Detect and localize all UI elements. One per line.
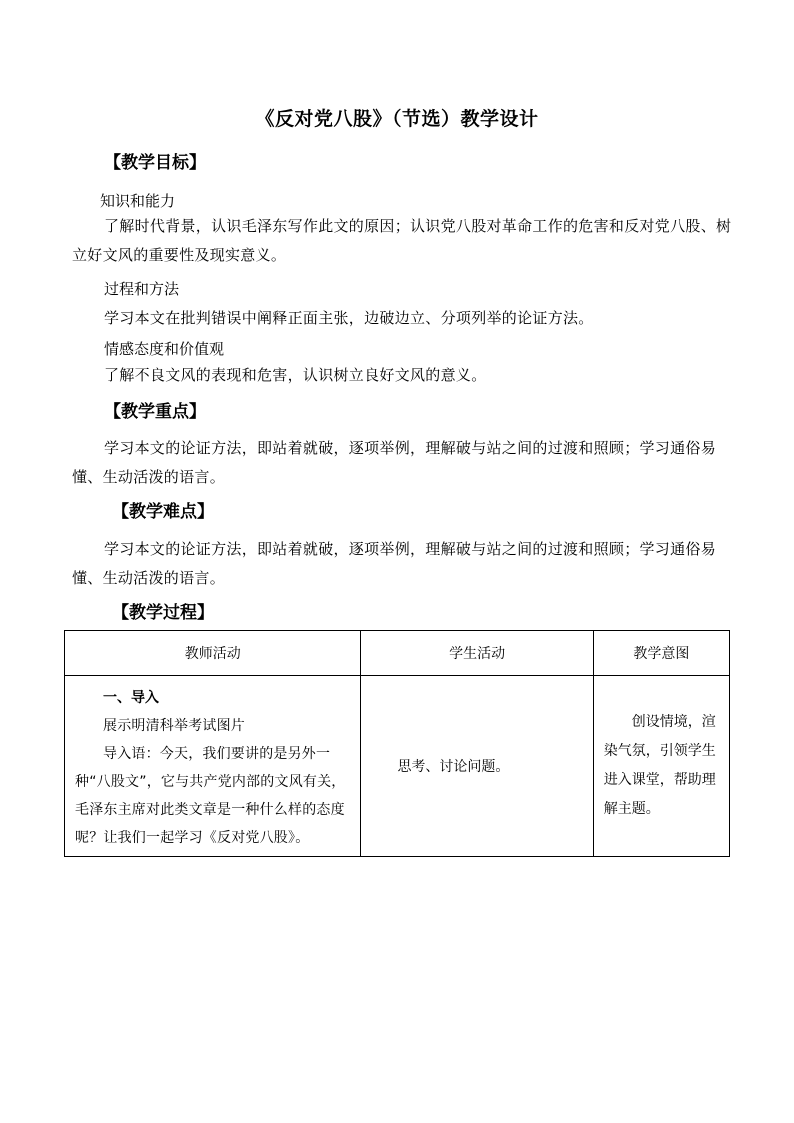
teacher-line: 导入语：今天，我们要讲的是另外一种“八股文”，它与共产党内部的文风有关，毛泽东主席对此类文章是一种什么样的态度呢？让我们一起学习《反对党八股》。: [75, 746, 346, 846]
process-heading: 【教学过程】: [112, 603, 214, 623]
student-activity-cell: 思考、讨论问题。: [361, 676, 593, 857]
emotion-text: 了解不良文风的表现和危害，认识树立良好文风的意义。: [104, 366, 487, 384]
teacher-activity-cell: [65, 676, 361, 857]
process-table: [64, 630, 730, 857]
key-points-heading: 【教学重点】: [104, 402, 206, 422]
teacher-line: 展示明清科举考试图片: [103, 718, 245, 734]
difficulties-text: 学习本文的论证方法，即站着就破，逐项举例，理解破与站之间的过渡和照顾；学习通俗易懂、生动活泼的语言。: [72, 540, 717, 587]
knowledge-label: 知识和能力: [100, 192, 176, 210]
difficulties-heading: 【教学难点】: [112, 502, 214, 522]
page-title: 《反对党八股》（节选）教学设计: [255, 108, 539, 130]
table-row: [65, 676, 730, 857]
column-header-intent: 教学意图: [593, 631, 729, 676]
objectives-heading: 【教学目标】: [104, 153, 206, 173]
emotion-label: 情感态度和价值观: [104, 340, 225, 358]
column-header-student: 学生活动: [361, 631, 593, 676]
column-header-teacher: 教师活动: [65, 631, 361, 676]
key-points-text: 学习本文的论证方法，即站着就破，逐项举例，理解破与站之间的过渡和照顾；学习通俗易懂、生动活泼的语言。: [72, 439, 717, 486]
table-header-row: [65, 631, 730, 676]
process-label: 过程和方法: [104, 280, 180, 298]
knowledge-text: 了解时代背景，认识毛泽东写作此文的原因；认识党八股对革命工作的危害和反对党八股、树立好文风的重要性及现实意义。: [72, 217, 732, 264]
teaching-intent-cell: 创设情境，渲染气氛，引领学生进入课堂，帮助理解主题。: [593, 676, 729, 857]
step-title: 一、导入: [103, 690, 159, 706]
process-text: 学习本文在批判错误中阐释正面主张，边破边立、分项列举的论证方法。: [104, 309, 594, 327]
